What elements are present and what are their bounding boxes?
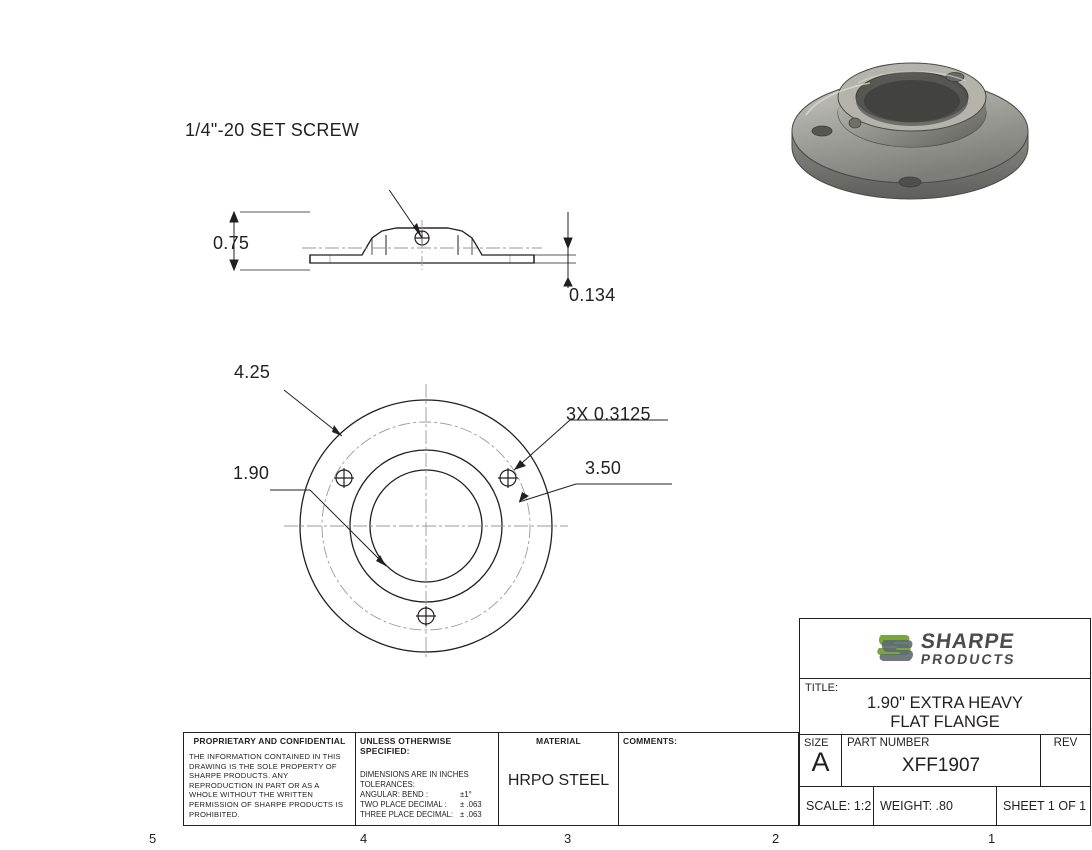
tolerances-label: TOLERANCES:	[360, 780, 415, 789]
title-label: TITLE:	[805, 682, 839, 694]
comments-column	[619, 733, 798, 825]
tolerance-key: ANGULAR: BEND :	[360, 790, 429, 799]
tolerance-key: THREE PLACE DECIMAL:	[360, 810, 454, 819]
zone-marker-1: 1	[988, 831, 996, 846]
side-section-view	[190, 190, 620, 320]
size-value: A	[811, 747, 830, 777]
tolerance-value: ± .063	[460, 800, 482, 809]
dimensions-note: DIMENSIONS ARE IN INCHES	[360, 770, 469, 779]
hole-callout-dimension: 3X 0.3125	[566, 404, 651, 424]
unless-heading: UNLESS OTHERWISE SPECIFIED:	[360, 736, 452, 756]
rev-label: REV	[1053, 737, 1078, 749]
sheet-value: SHEET 1 OF 1	[1003, 799, 1087, 813]
tolerance-value: ± .063	[460, 810, 482, 819]
zone-marker-2: 2	[772, 831, 780, 846]
tolerance-key: TWO PLACE DECIMAL :	[360, 800, 447, 809]
notes-block	[183, 732, 799, 826]
title-line-1: 1.90" EXTRA HEAVY	[867, 694, 1023, 712]
logo-secondary-text: PRODUCTS	[919, 651, 1017, 667]
size-cell	[800, 735, 842, 786]
scale-row	[800, 787, 1090, 825]
proprietary-body: THE INFORMATION CONTAINED IN THIS DRAWING IS THE SOLE PROPERTY OF SHARPE PRODUCTS. ANY REPRODUCTION IN PART OR AS A WHOLE WITHOUT THE WRITTEN PERMISSION OF SHARPE PRODUCTS IS PROHIBITED.	[189, 752, 344, 819]
size-label: SIZE	[804, 737, 829, 749]
height-dimension: 0.75	[213, 233, 250, 253]
part-row	[800, 735, 1090, 787]
proprietary-heading: PROPRIETARY AND CONFIDENTIAL	[193, 736, 346, 746]
company-logo	[800, 619, 1090, 679]
bore-dimension: 1.90	[233, 463, 270, 483]
logo-primary-text: SHARPE	[919, 630, 1016, 653]
rev-cell	[1041, 735, 1090, 786]
weight-value: WEIGHT: .80	[874, 787, 997, 825]
comments-value	[619, 746, 798, 752]
part-number-cell	[842, 735, 1041, 786]
sharpe-logo-icon	[875, 631, 915, 667]
bolt-circle-dimension: 3.50	[585, 458, 622, 478]
part-number-value: XFF1907	[901, 755, 981, 776]
title-block	[799, 618, 1091, 826]
isometric-view	[780, 35, 1040, 220]
material-column	[499, 733, 619, 825]
tolerance-value: ±1°	[460, 790, 472, 799]
set-screw-callout: 1/4"-20 SET SCREW	[185, 120, 360, 140]
part-number-label: PART NUMBER	[847, 737, 930, 749]
title-line-2: FLAT FLANGE	[890, 713, 1000, 731]
material-value: HRPO STEEL	[507, 772, 610, 789]
zone-marker-5: 5	[149, 831, 157, 846]
proprietary-column	[184, 733, 356, 825]
comments-heading: COMMENTS:	[623, 736, 678, 746]
outer-diameter-dimension: 4.25	[234, 362, 271, 382]
zone-marker-3: 3	[564, 831, 572, 846]
tolerance-row	[360, 800, 494, 810]
thickness-dimension: 0.134	[569, 285, 616, 305]
scale-value: SCALE: 1:2	[800, 787, 874, 825]
title-field	[800, 679, 1090, 735]
zone-marker-4: 4	[360, 831, 368, 846]
tolerance-row	[360, 810, 494, 820]
material-heading: MATERIAL	[536, 736, 581, 746]
tolerance-row	[360, 790, 494, 800]
tolerance-column	[356, 733, 499, 825]
